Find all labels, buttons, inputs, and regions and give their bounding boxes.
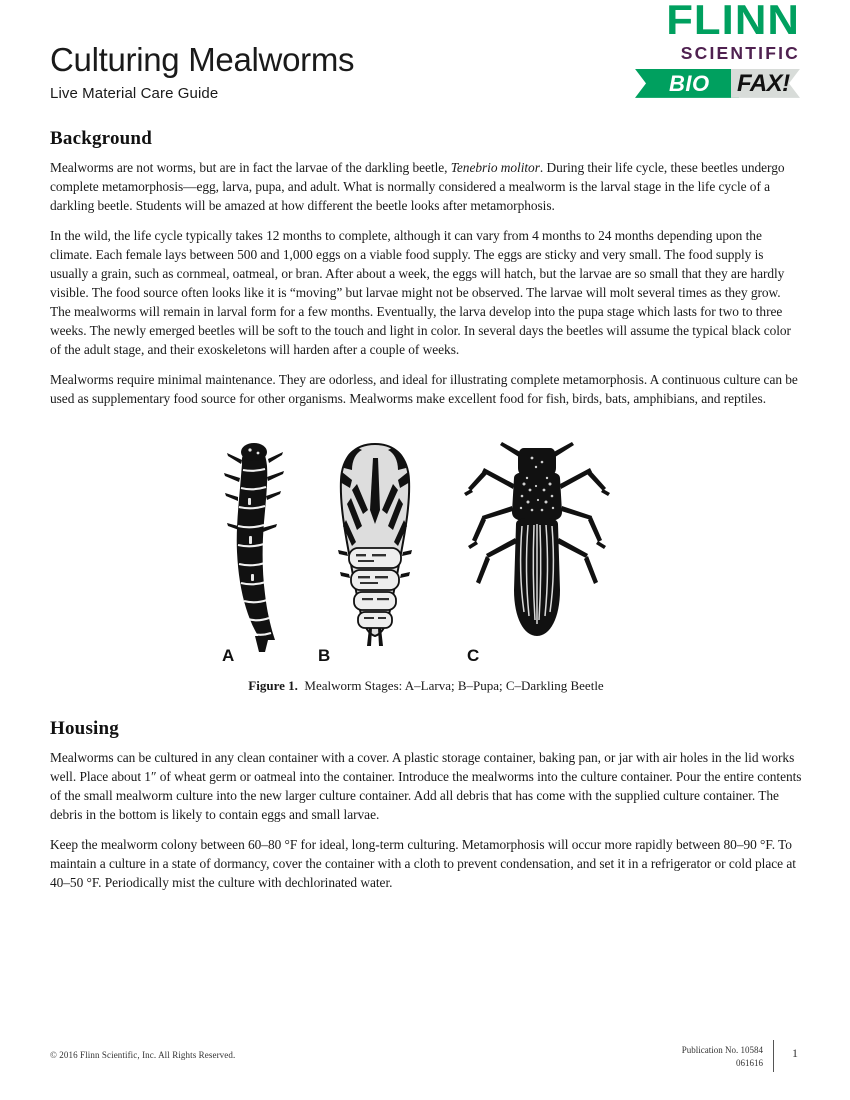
- publication-block: [682, 1040, 802, 1074]
- ribbon-bio-text: BIO: [669, 70, 710, 96]
- paragraph-1-text-b: . During their life cycle, these beetles undergo complete metamorphosis—egg, larva, pupa, and adult. What is normally considered a mealworm is the larval stage in the life cycle of a darkling beetle. Students will be amazed at how different the beetle looks after metamorphosis.: [50, 160, 785, 214]
- section-heading-housing: Housing: [50, 718, 119, 739]
- page-number: 1: [792, 1046, 798, 1060]
- figure-caption-text: Mealworm Stages: A–Larva; B–Pupa; C–Darkling Beetle: [304, 678, 604, 693]
- copyright-notice: © 2016 Flinn Scientific, Inc. All Rights Reserved.: [50, 1050, 236, 1060]
- logo-ribbon: [635, 69, 800, 98]
- publication-info: [682, 1040, 773, 1074]
- darkling-beetle-illustration: [462, 440, 612, 655]
- housing-paragraph-1: Mealworms can be cultured in any clean container with a cover. A plastic storage container, baking pan, or jar with air holes in the lid works well. Place about 1″ of wheat germ or oatmeal into the container. Introduce the mealworms into the culture container. Pour the entire contents of the small mealworm culture into the new larger culture container. Add all debris that has come with the supplied culture container. The debris in the bottom is likely to contain eggs and small larvae.: [50, 750, 802, 823]
- figure-label-a: A: [222, 646, 235, 665]
- flinn-scientific-logo: [635, 0, 800, 118]
- document-footer: [50, 1040, 802, 1074]
- mealworm-pupa-illustration: [318, 440, 433, 655]
- housing-section: [50, 718, 802, 892]
- background-paragraph-3: Mealworms require minimal maintenance. They are odorless, and ideal for illustrating complete metamorphosis. A continuous culture can be used as supplementary food source for other organisms. Mealworms make excellent food for fish, birds, bats, amphibians, and reptiles.: [50, 372, 798, 407]
- figure-artwork: [50, 440, 802, 670]
- page-subtitle: Live Material Care Guide: [50, 84, 219, 102]
- figure-label-b: B: [318, 646, 331, 665]
- paragraph-1-text-a: Mealworms are not worms, but are in fact the larvae of the darkling beetle,: [50, 160, 451, 175]
- background-paragraph-2: In the wild, the life cycle typically takes 12 months to complete, although it can vary from 4 months to 24 months depending upon the climate. Each female lays between 500 and 1,000 eggs on a viable food supply. The eggs are sticky and very small. The food supply is usually a grain, such as cornmeal, oatmeal, or bran. After about a week, the eggs will hatch, but the larvae are so small that they are hardly visible. The food source often looks like it is “moving” but larvae might not be observed. The larvae will molt several times as they grow. The mealworms will remain in larval form for a few months. Eventually, the larva develop into the pupa stage which lasts for two to three weeks. The newly emerged beetles will be soft to the touch and light in color. In several days the beetles will assume the typical black color of the adult stage, and their exoskeletons will harden after a couple of weeks.: [50, 228, 791, 358]
- figure-label-c: C: [467, 646, 480, 665]
- background-paragraph-1: [50, 158, 802, 215]
- publication-number: Publication No. 10584: [681, 1045, 763, 1055]
- publication-date: 061616: [736, 1058, 763, 1069]
- housing-paragraph-2: Keep the mealworm colony between 60–80 °F for ideal, long-term culturing. Metamorphosis will occur more rapidly between 80–90 °F. To maintain a culture in a state of dormancy, cover the container with a cloth to prevent condensation, and set it in a refrigerator or cold place at 40–50 °F. Periodically mist the culture with dechlorinated water.: [50, 837, 796, 891]
- figure-caption: [50, 678, 802, 694]
- figure-caption-number: Figure 1.: [248, 678, 298, 693]
- logo-subbrand-text: SCIENTIFIC: [680, 42, 800, 63]
- section-heading-background: Background: [50, 128, 152, 149]
- logo-brand-text: FLINN: [666, 0, 800, 43]
- figure-1: [50, 440, 802, 694]
- page-title: Culturing Mealworms: [50, 41, 355, 78]
- ribbon-fax-text: FAX!: [737, 69, 790, 97]
- mealworm-larva-illustration: [205, 440, 315, 655]
- species-name: Tenebrio molitor: [450, 160, 540, 175]
- background-section: [50, 128, 802, 408]
